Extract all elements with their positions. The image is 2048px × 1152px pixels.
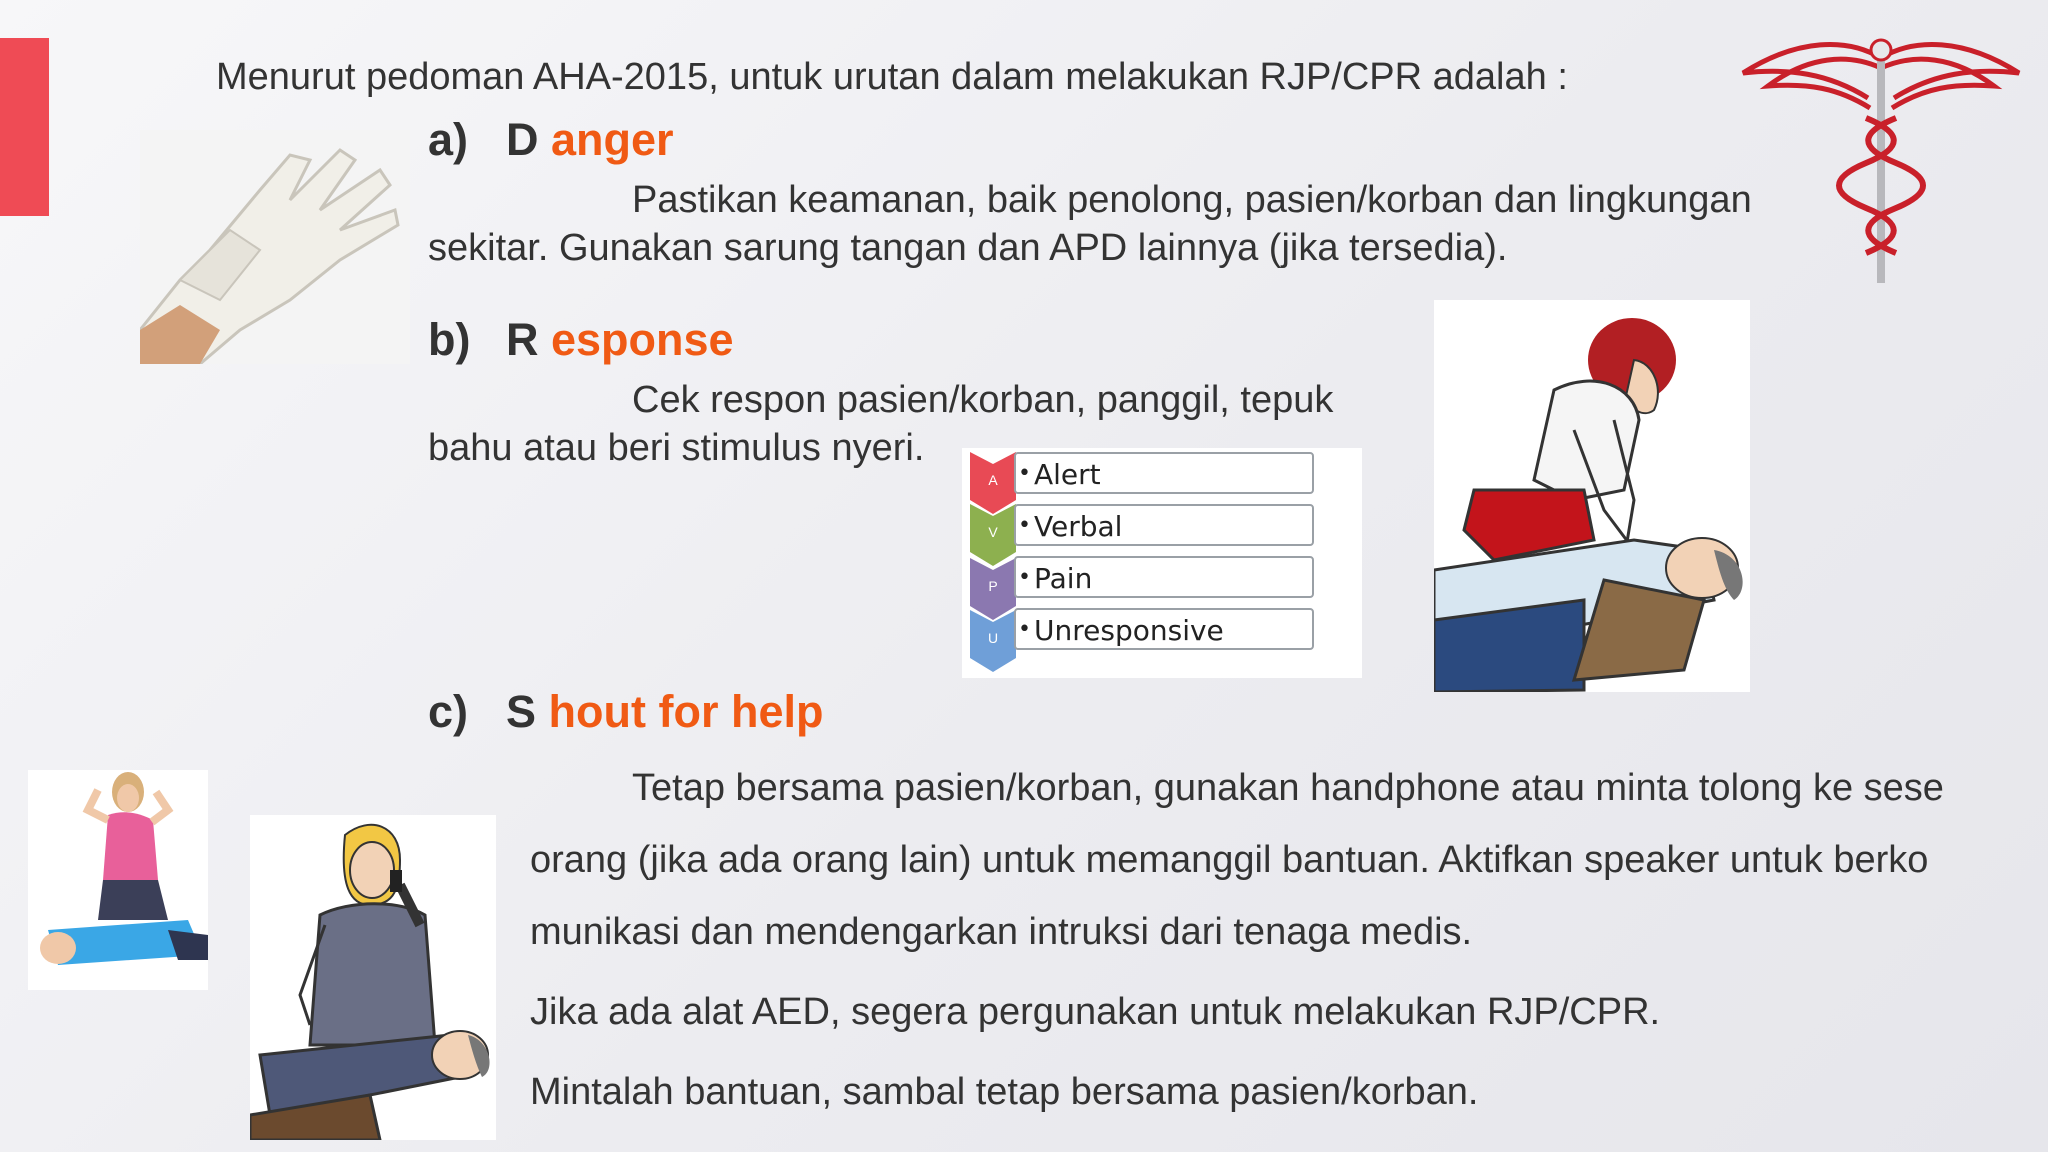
step-a-line-1: Pastikan keamanan, baik penolong, pasien/korban dan lingkungan [632,179,1752,221]
accent-bar [0,38,49,216]
caduceus-logo-icon [1738,28,2024,288]
step-b-heading [428,314,734,366]
intro-text: Menurut pedoman AHA-2015, untuk urutan dalam melakukan RJP/CPR adalah : [216,56,1568,98]
step-c-marker: c) [428,686,469,737]
cpr-illustration [1434,300,1750,692]
avpu-item-unresponsive: • Unresponsive [1014,608,1314,650]
avpu-letter-u: U [987,630,999,646]
step-a-line-2: sekitar. Gunakan sarung tangan dan APD lainnya (jika tersedia). [428,227,1508,269]
avpu-item-alert: • Alert [1014,452,1314,494]
avpu-item-verbal: • Verbal [1014,504,1314,546]
gloved-hands-photo [140,130,410,364]
avpu-letter-a: A [988,472,998,488]
step-c-title: hout for help [548,686,824,737]
step-a-title: anger [551,114,674,165]
step-a-letter: D [506,114,551,165]
step-c-line-2: orang (jika ada orang lain) untuk memanggil bantuan. Aktifkan speaker untuk berko [530,839,1929,881]
avpu-item-pain: • Pain [1014,556,1314,598]
step-b-line-1: Cek respon pasien/korban, panggil, tepuk [632,379,1334,421]
avpu-label-unresponsive: Unresponsive [1034,614,1224,647]
step-c-line-3: munikasi dan mendengarkan intruksi dari tenaga medis. [530,911,1473,953]
avpu-diagram [962,448,1362,678]
avpu-letter-p: P [988,578,998,594]
step-c-line-4: Jika ada alat AED, segera pergunakan untuk melakukan RJP/CPR. [530,991,1661,1033]
step-b-marker: b) [428,314,471,365]
step-c-heading [428,686,823,738]
avpu-label-pain: Pain [1034,562,1093,595]
step-a-heading [428,114,674,166]
step-b-title: esponse [551,314,734,365]
step-a-marker: a) [428,114,469,165]
step-c-letter: S [506,686,549,737]
avpu-label-verbal: Verbal [1034,510,1123,543]
step-c-line-1: Tetap bersama pasien/korban, gunakan handphone atau minta tolong ke sese [632,767,1944,809]
avpu-chevron-v [970,504,1016,566]
step-c-line-5: Mintalah bantuan, sambal tetap bersama pasien/korban. [530,1071,1479,1113]
step-b-letter: R [506,314,551,365]
avpu-letter-v: V [988,524,998,540]
avpu-chevron-u [970,610,1016,672]
avpu-label-alert: Alert [1034,458,1101,491]
step-b-line-2: bahu atau beri stimulus nyeri. [428,427,925,469]
shouting-woman-photo [28,770,208,990]
phone-call-illustration [250,815,496,1140]
